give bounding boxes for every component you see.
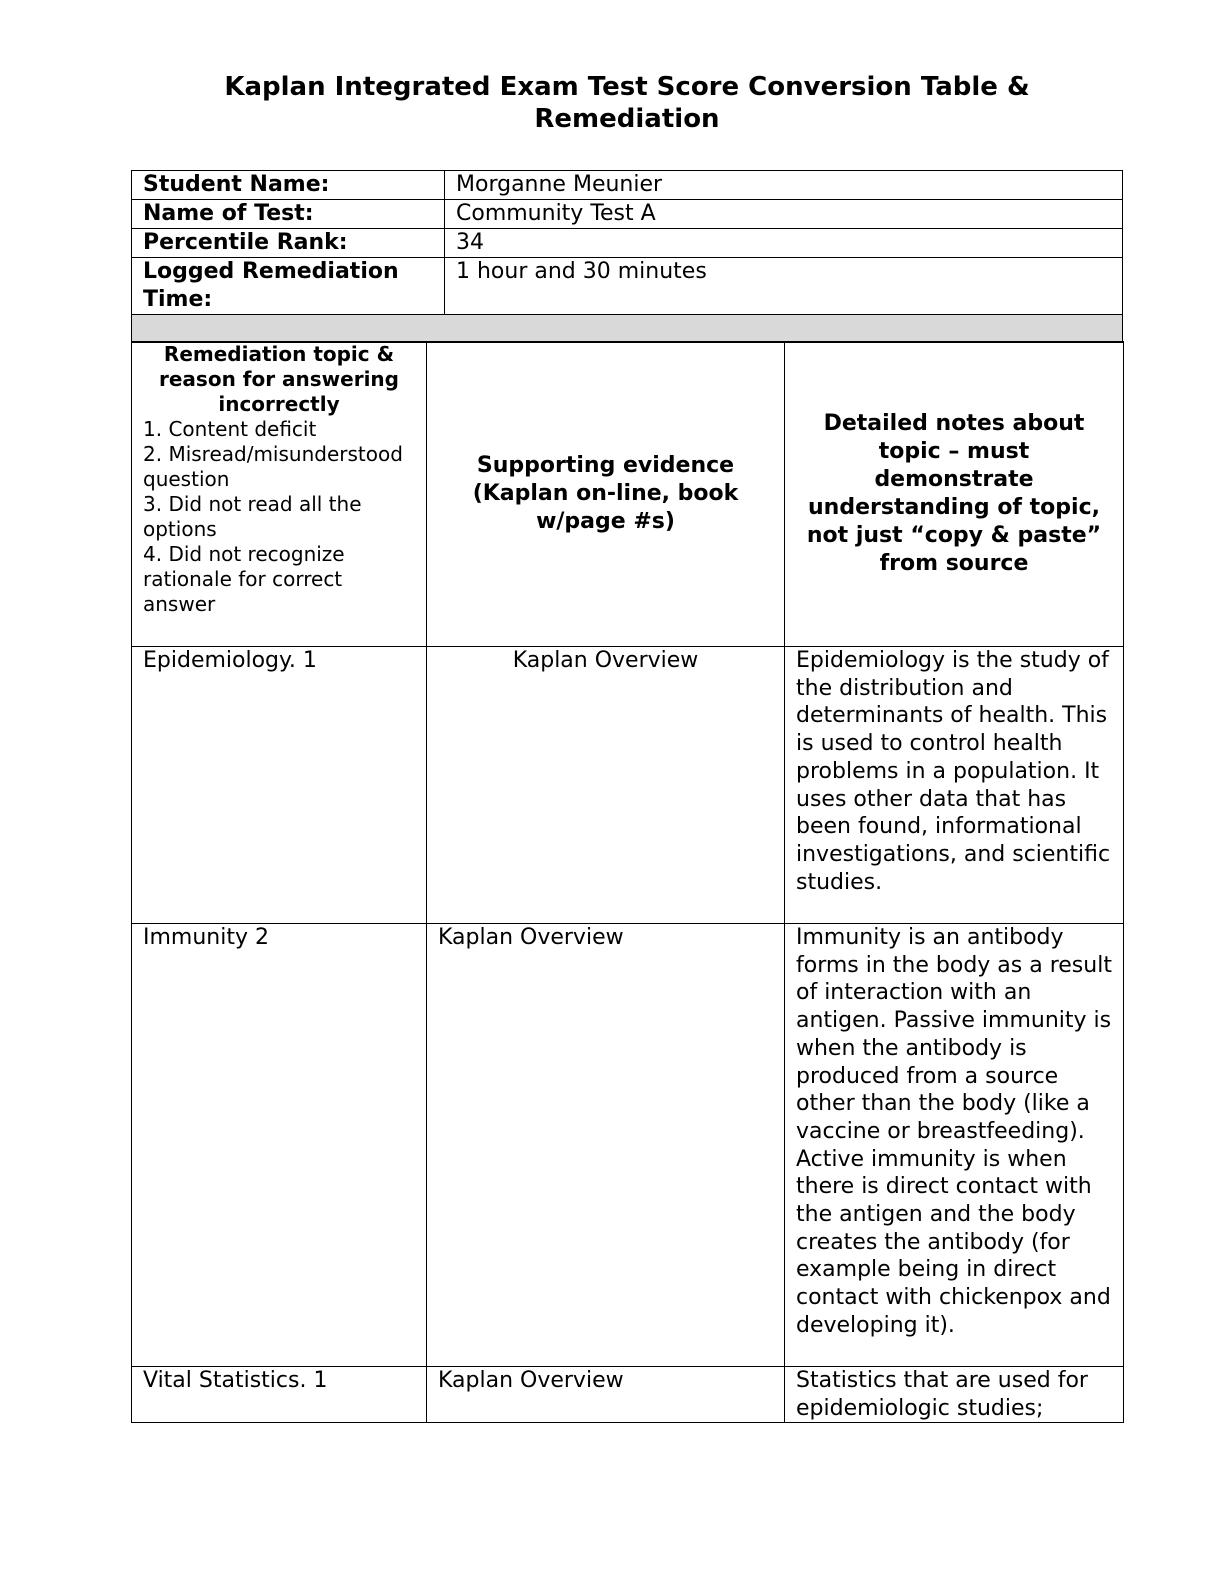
notes-column-header: Detailed notes about topic – must demonstrate understanding of topic, not just “copy & paste” from source (785, 342, 1124, 647)
student-name-label: Student Name: (132, 171, 445, 200)
percentile-row (132, 229, 1123, 258)
topic-option-2: 2. Misread/misunderstood question (143, 442, 403, 491)
remediation-time-label: Logged Remediation Time: (132, 258, 445, 315)
row-notes: Immunity is an antibody forms in the body as a result of interaction with an antigen. Passive immunity is when the antibody is produced from a source other than the body (like a vaccine or breastfeeding). Active immunity is when there is direct contact with the antigen and the body creates the antibody (for example being in direct contact with chickenpox and developing it). (785, 924, 1124, 1367)
test-name-label: Name of Test: (132, 200, 445, 229)
test-name-row (132, 200, 1123, 229)
remediation-time-value: 1 hour and 30 minutes (445, 258, 1123, 315)
topic-option-3: 3. Did not read all the options (143, 492, 362, 541)
gray-separator-bar (132, 315, 1123, 343)
evidence-column-header: Supporting evidence (Kaplan on-line, book w/page #s) (427, 342, 785, 647)
student-name-row (132, 171, 1123, 200)
separator-row (132, 315, 1123, 343)
table-row (132, 1367, 1124, 1423)
remediation-time-row (132, 258, 1123, 315)
topic-option-1: 1. Content deficit (143, 417, 317, 441)
remediation-table (131, 341, 1124, 1423)
row-notes: Statistics that are used for epidemiologic studies; (785, 1367, 1124, 1423)
table-row (132, 647, 1124, 924)
remediation-header-row (132, 342, 1124, 647)
row-evidence: Kaplan Overview (427, 647, 785, 924)
row-topic: Vital Statistics. 1 (132, 1367, 427, 1423)
row-topic: Immunity 2 (132, 924, 427, 1367)
percentile-label: Percentile Rank: (132, 229, 445, 258)
student-info-table (131, 170, 1123, 343)
percentile-value: 34 (445, 229, 1123, 258)
topic-option-4: 4. Did not recognize rationale for correct answer (143, 542, 345, 616)
test-name-value: Community Test A (445, 200, 1123, 229)
page-title: Kaplan Integrated Exam Test Score Conversion Table & Remediation (224, 72, 1030, 134)
table-row (132, 924, 1124, 1367)
student-name-value: Morganne Meunier (445, 171, 1123, 200)
row-topic: Epidemiology. 1 (132, 647, 427, 924)
topic-header-title: Remediation topic & reason for answering incorrectly (159, 342, 399, 416)
row-evidence: Kaplan Overview (427, 1367, 785, 1423)
row-notes: Epidemiology is the study of the distribution and determinants of health. This is used to control health problems in a population. It uses other data that has been found, informational investigations, and scientific studies. (785, 647, 1124, 924)
topic-column-header (132, 342, 427, 647)
row-evidence: Kaplan Overview (427, 924, 785, 1367)
